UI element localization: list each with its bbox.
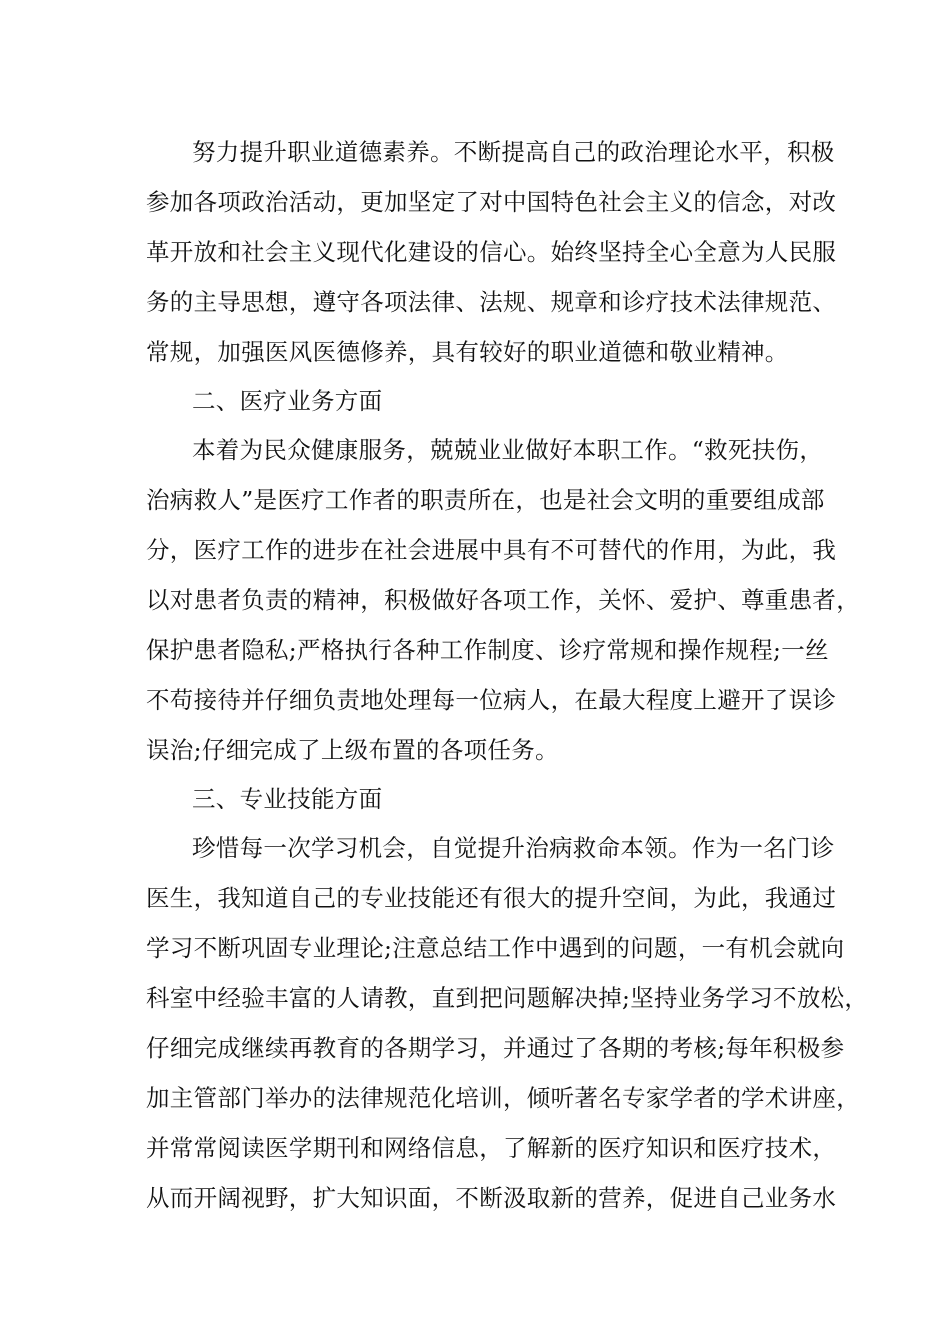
section-heading: 三、专业技能方面 — [192, 785, 383, 813]
paragraph-line: 常规，加强医风医德修养，具有较好的职业道德和敬业精神。 — [146, 338, 789, 366]
paragraph-line: 珍惜每一次学习机会，自觉提升治病救命本领。作为一名门诊 — [192, 834, 835, 862]
paragraph-line: 以对患者负责的精神，积极做好各项工作，关怀、爱护、尊重患者， — [146, 586, 860, 614]
paragraph-line: 治病救人”是医疗工作者的职责所在，也是社会文明的重要组成部 — [146, 486, 825, 514]
paragraph-line: 务的主导思想，遵守各项法律、法规、规章和诊疗技术法律规范、 — [146, 288, 837, 316]
paragraph-line: 学习不断巩固专业理论;注意总结工作中遇到的问题，一有机会就向 — [146, 934, 845, 962]
paragraph-line: 医生，我知道自己的专业技能还有很大的提升空间，为此，我通过 — [146, 884, 837, 912]
paragraph-line: 误治;仔细完成了上级布置的各项任务。 — [146, 736, 559, 764]
paragraph-line: 本着为民众健康服务，兢兢业业做好本职工作。“救死扶伤， — [192, 436, 824, 464]
section-heading: 二、医疗业务方面 — [192, 387, 383, 415]
paragraph-line: 加主管部门举办的法律规范化培训，倾听著名专家学者的学术讲座， — [146, 1084, 860, 1112]
paragraph-line: 并常常阅读医学期刊和网络信息，了解新的医疗知识和医疗技术， — [146, 1134, 837, 1162]
paragraph-line: 不苟接待并仔细负责地处理每一位病人，在最大程度上避开了误诊 — [146, 686, 837, 714]
paragraph-line: 从而开阔视野，扩大知识面，不断汲取新的营养，促进自己业务水 — [146, 1184, 837, 1212]
paragraph-line: 革开放和社会主义现代化建设的信心。始终坚持全心全意为人民服 — [146, 238, 837, 266]
paragraph-line: 保护患者隐私;严格执行各种工作制度、诊疗常规和操作规程;一丝 — [146, 636, 829, 664]
paragraph-line: 仔细完成继续再教育的各期学习，并通过了各期的考核;每年积极参 — [146, 1034, 845, 1062]
paragraph-line: 分，医疗工作的进步在社会进展中具有不可替代的作用，为此，我 — [146, 536, 837, 564]
paragraph-line: 努力提升职业道德素养。不断提高自己的政治理论水平，积极 — [192, 138, 835, 166]
paragraph-line: 参加各项政治活动，更加坚定了对中国特色社会主义的信念，对改 — [146, 188, 837, 216]
paragraph-line: 科室中经验丰富的人请教，直到把问题解决掉;坚持业务学习不放松， — [146, 984, 869, 1012]
